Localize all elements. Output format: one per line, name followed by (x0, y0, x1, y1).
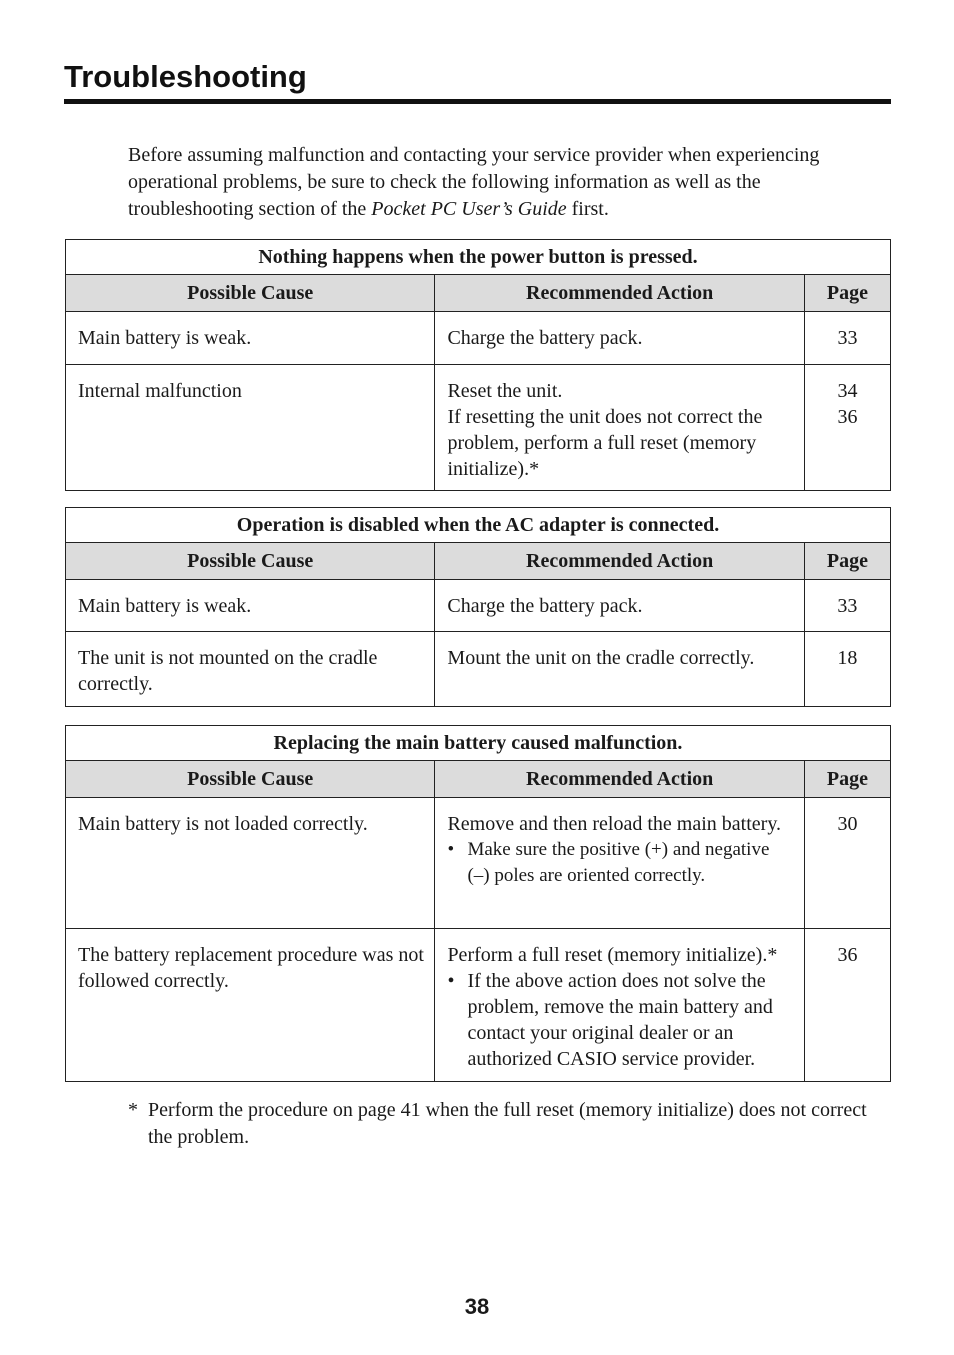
bullet-text: If the above action does not solve the problem, remove the main battery and contact your original dealer or an authorized CASIO service provider. (467, 970, 773, 1070)
action-cell (435, 365, 804, 491)
table-row (66, 632, 891, 707)
table-row (66, 312, 891, 365)
page-cell: 18 (804, 632, 890, 707)
page-cell: 36 (804, 929, 890, 1082)
bullet-item (447, 968, 795, 1072)
bullet-icon: • (447, 970, 455, 992)
table-ac-adapter (65, 507, 891, 707)
cause-cell: Internal malfunction (66, 365, 435, 491)
cause-cell: Main battery is weak. (66, 312, 435, 365)
table-heading: Replacing the main battery caused malfunction. (66, 726, 891, 761)
page-ref: 34 (837, 380, 858, 402)
bullet-item (447, 837, 795, 889)
column-header-action: Recommended Action (435, 275, 804, 312)
column-header-page: Page (804, 543, 890, 580)
action-line: Perform a full reset (memory initialize).* (447, 944, 778, 966)
page-title: Troubleshooting (64, 59, 307, 94)
intro-text-before: Before assuming malfunction and contacting your service provider when experiencing operational problems, be sure to check the following information as well as the troubleshooting section of the (128, 144, 820, 220)
page-cell: 30 (804, 798, 890, 929)
column-header-row (66, 275, 891, 312)
table-row (66, 929, 891, 1082)
action-cell (435, 929, 804, 1082)
footnote-text: Perform the procedure on page 41 when the full reset (memory initialize) does not correct the problem. (148, 1099, 867, 1148)
action-cell (435, 798, 804, 929)
page-number: 38 (464, 1294, 490, 1319)
intro-text-after: first. (566, 198, 609, 220)
column-header-action: Recommended Action (435, 761, 804, 798)
column-header-cause: Possible Cause (66, 543, 435, 580)
footnote (128, 1097, 868, 1151)
action-line: Reset the unit. (447, 380, 563, 402)
page-ref: 36 (837, 406, 858, 428)
cause-cell: Main battery is not loaded correctly. (66, 798, 435, 929)
bullet-icon: • (447, 839, 455, 860)
table-main-battery (65, 725, 891, 1082)
bullet-text: Make sure the positive (+) and negative (–) poles are oriented correctly. (467, 839, 770, 886)
page-cell: 33 (804, 580, 890, 632)
column-header-cause: Possible Cause (66, 275, 435, 312)
cause-cell: Main battery is weak. (66, 580, 435, 632)
page-cell: 33 (804, 312, 890, 365)
table-row (66, 798, 891, 929)
action-line: Remove and then reload the main battery. (447, 813, 782, 835)
table-heading: Nothing happens when the power button is pressed. (66, 240, 891, 275)
table-power-button (65, 239, 891, 491)
column-header-cause: Possible Cause (66, 761, 435, 798)
column-header-page: Page (804, 275, 890, 312)
column-header-row (66, 761, 891, 798)
action-cell: Charge the battery pack. (435, 580, 804, 632)
guide-title: Pocket PC User’s Guide (371, 198, 567, 220)
title-divider (64, 99, 891, 104)
column-header-action: Recommended Action (435, 543, 804, 580)
action-cell: Charge the battery pack. (435, 312, 804, 365)
table-row (66, 365, 891, 491)
page-cell (804, 365, 890, 491)
table-heading: Operation is disabled when the AC adapter is connected. (66, 508, 891, 543)
action-line: If resetting the unit does not correct the problem, perform a full reset (memory initialize).* (447, 406, 763, 480)
column-header-page: Page (804, 761, 890, 798)
intro-paragraph (128, 142, 888, 223)
cause-cell: The battery replacement procedure was not followed correctly. (66, 929, 435, 1082)
cause-cell: The unit is not mounted on the cradle correctly. (66, 632, 435, 707)
action-cell: Mount the unit on the cradle correctly. (435, 632, 804, 707)
column-header-row (66, 543, 891, 580)
table-row (66, 580, 891, 632)
footnote-mark: * (128, 1099, 138, 1121)
